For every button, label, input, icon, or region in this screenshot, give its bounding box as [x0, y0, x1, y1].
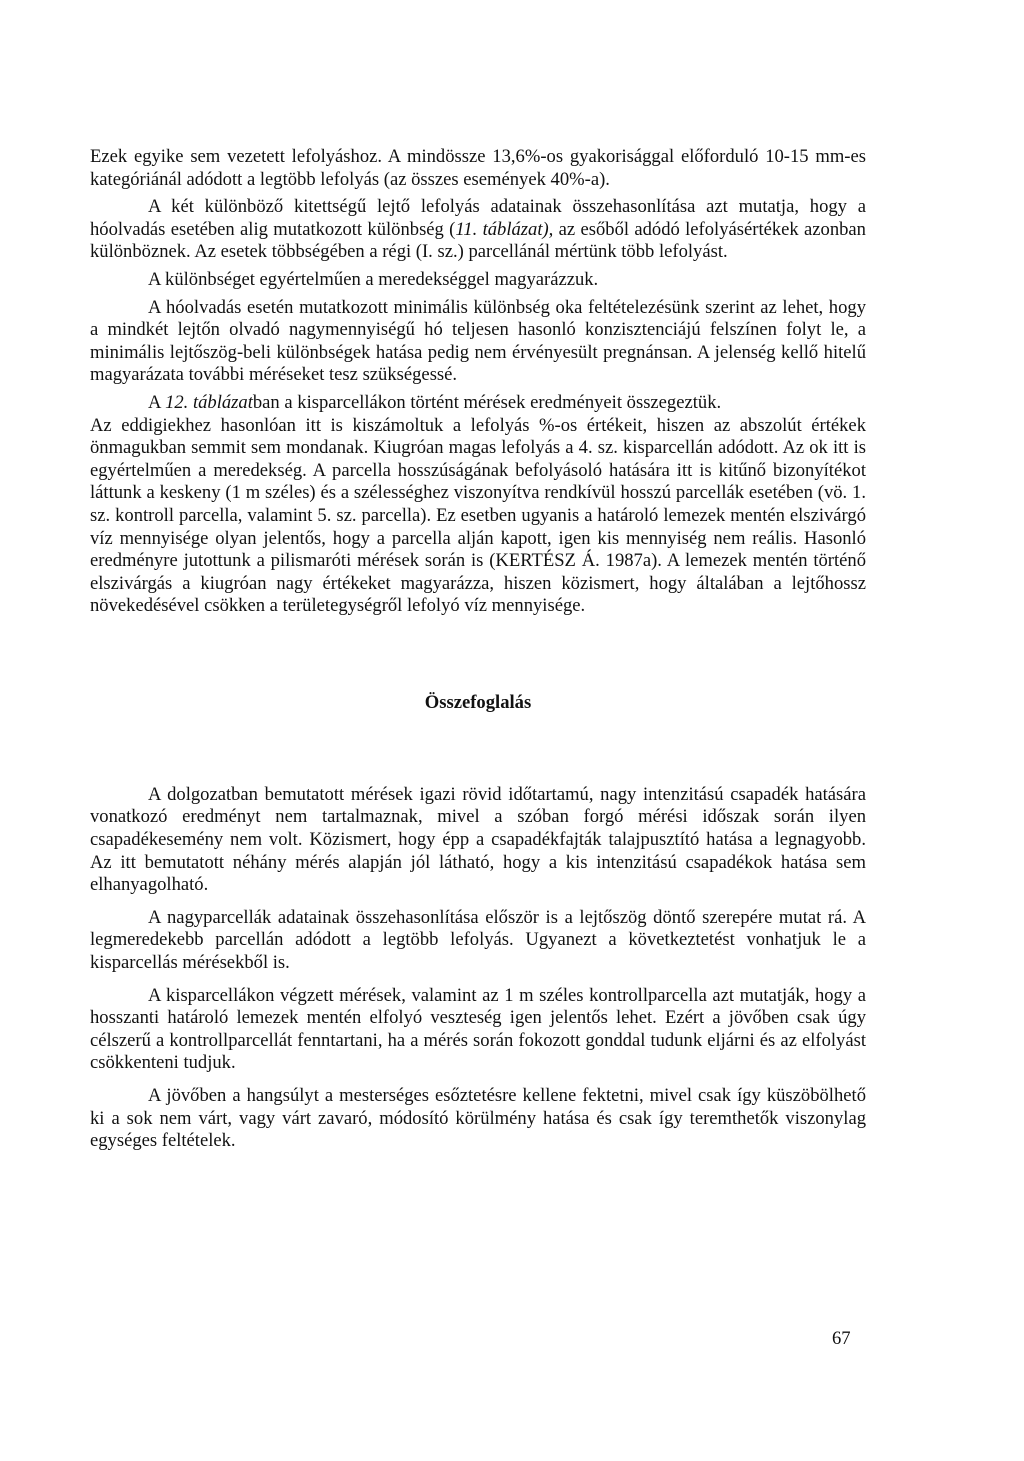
paragraph-small-plots-intro [90, 392, 866, 415]
summary-paragraph-4: A jövőben a hangsúlyt a mesterséges esőztetésre kellene fektetni, mivel csak így küszöbölhető ki a sok nem várt, vagy várt zavaró, módosító körülmény hatása és csak így teremthetők viszonylag egységes feltételek. [90, 1085, 866, 1152]
paragraph-text: ban a kisparcellákon történt mérések eredményeit összegeztük. [252, 391, 722, 413]
page-number: 67 [832, 1328, 851, 1349]
table-reference: 12. táblázat [165, 391, 253, 413]
table-reference: 11. táblázat), [455, 218, 554, 240]
paragraph-text: A két különböző kitettségű lejtő lefolyás adatainak összehasonlítása azt mutatja, hogy a hóolvadás esetében alig mutatkozott különbség ( [90, 196, 866, 240]
summary-paragraph-2: A nagyparcellák adatainak összehasonlítása először is a lejtőszög döntő szerepére mutat rá. A legmeredekebb parcellán adódott a legtöbb lefolyás. Ugyanezt a következtetést vonhatjuk le a kisparcellás mérésekből is. [90, 906, 866, 974]
summary-paragraph-1: A dolgozatban bemutatott mérések igazi rövid időtartamú, nagy intenzitású csapadék hatására vonatkozó eredményt nem tartalmaznak, mivel a szóban forgó mérési időszak során ilyen csapadékesemény nem volt. Közismert, hogy épp a csapadékfajták talajpusztító hatása a legnagyobb. Az itt bemutatott néhány mérés alapján jól látható, hogy a kis intenzitású csapadékok hatása sem elhanyagolható. [90, 783, 866, 896]
paragraph-small-plots-results: Az eddigiekhez hasonlóan itt is kiszámoltuk a lefolyás %-os értékeit, hiszen az abszolút értékek önmagukban semmit sem mondanak. Kiugróan magas lefolyás a 4. sz. kisparcellán adódott. Az ok itt is egyértelműen a meredekség. A parcella hosszúságának befolyásoló hatására itt is kitűnő bizonyítékot láttunk a keskeny (1 m széles) és a szélességhez viszonyítva rendkívül hosszú parcellák esetében (vö. 1. sz. kontroll parcella, valamint 5. sz. parcella). Ez esetben ugyanis a határoló lemezek mentén elszivárgó víz mennyisége olyan jelentős, hogy a parcella alján kapott, igen kis mennyiség nem reális. Hasonló eredményre jutottunk a pilismaróti mérések során is (KERTÉSZ Á. 1987a). A lemezek mentén történő elszivárgás a kiugróan nagy értékeket magyarázza, hiszen közismert, hogy általában a lejtőhossz növekedésével csökken a területegységről lefolyó víz mennyisége. [90, 414, 866, 617]
paragraph-text: A [148, 391, 166, 413]
paragraph-snowmelt: A hóolvadás esetén mutatkozott minimális különbség oka feltételezésünk szerint az lehet, hogy a mindkét lejtőn olvadó nagymennyiségű hó teljesen hasonló konzisztenciájú felszínen folyt le, a minimális lejtőszög-beli különbségek hatása pedig nem érvényesült pregnánsan. A jelenség kellő hitelű magyarázata további méréseket tesz szükségessé. [90, 296, 866, 386]
paragraph-slope-comparison [90, 196, 866, 264]
section-heading-summary: Összefoglalás [424, 691, 532, 713]
paragraph-runoff-events: Ezek egyike sem vezetett lefolyáshoz. A mindössze 13,6%-os gyakorisággal előforduló 10-15 mm-es kategóriánál adódott a legtöbb lefolyás (az összes események 40%-a). [90, 146, 866, 190]
summary-paragraph-3: A kisparcellákon végzett mérések, valamint az 1 m széles kontrollparcella azt mutatják, hogy a hosszanti határoló lemezek mentén elfolyó veszteség igen jelentős lehet. Ezért a jövőben csak úgy célszerű a kontrollparcellát fenntartani, ha a mérés során fokozott gonddal tudunk eljárni és az elfolyást csökkenteni tudjuk. [90, 984, 866, 1074]
paragraph-steepness: A különbséget egyértelműen a meredekséggel magyarázzuk. [148, 268, 599, 290]
document-page [90, 146, 866, 1153]
paragraph-text: az esőből adódó lefolyásértékek azonban különböznek. Az esetek többségében a régi (I. sz.) parcellánál mértünk több lefolyást. [90, 218, 866, 263]
